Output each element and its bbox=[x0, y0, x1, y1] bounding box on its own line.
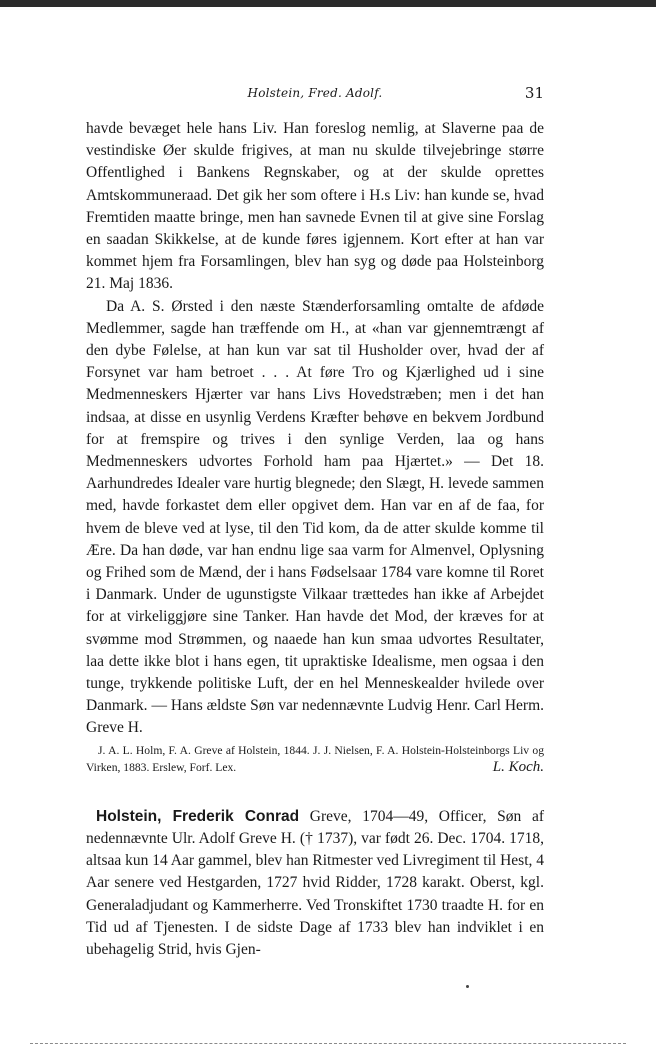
paragraph-continuation: havde bevæget hele hans Liv. Han foreslog nemlig, at Slaverne paa de vestindiske Øer skulde frigives, at man nu skulde tilvejebringe større Offentlighed i Bankens Regnskaber, og at der skulde oprettes Amtskommuneraad. Det gik her som oftere i H.s Liv: han kunde se, hvad Fremtiden maatte bringe, men han savnede Evnen til at give sine Forslag en saadan Skikkelse, at de kunde føres igjennem. Kort efter at han var kommet hjem fra Forsamlingen, blev han syg og døde paa Holsteinborg 21. Maj 1836. bbox=[86, 120, 544, 293]
bottom-scan-rule bbox=[30, 1043, 626, 1044]
author-signature: L. Koch. bbox=[492, 758, 544, 775]
speck-mark bbox=[466, 985, 469, 988]
top-border-rule bbox=[0, 0, 656, 7]
running-head: Holstein, Fred. Adolf. bbox=[247, 86, 383, 100]
entry-frederik-conrad bbox=[86, 806, 544, 961]
paragraph-orsted: Da A. S. Ørsted i den næste Stænderforsamling omtalte de afdøde Medlemmer, sagde han træffende om H., at «han var gjennemtrængt af den dybe Følelse, at han kun var sat til Husholder over, hvad der af Forsynet var ham betroet . . . At føre Tro og Kjærlighed ud i sine Medmenneskers Hjærter var hans Livs Hovedstræben; men i det han indsaa, at disse en usynlig Verdens Kræfter behøve en bekvem Jordbund for at fremspire og trives i den synlige Verden, laa og hans Medmenneskers udvortes Forhold ham paa Hjærtet.» — Det 18. Aarhundredes Idealer vare hurtig blegnede; den Slægt, H. levede sammen med, havde forkastet dem eller opgivet dem. Han var en af de faa, for hvem de bleve ved at lyse, til den Tid kom, da de atter skulde komme til Ære. Da han døde, var han endnu lige saa varm for Almenvel, Oplysning og Frihed som de Mænd, der i hans Fødselsaar 1784 vare komne til Roret i Danmark. Under de ugunstigste Vilkaar trættedes han ikke af Arbejdet for at virkeliggjøre sine Tanker. Han havde det Mod, der kræves for at svømme mod Strømmen, og naaede han kun smaa udvortes Resultater, laa dette ikke blot i hans egen, tit upraktiske Idealisme, men ogsaa i den tunge, trykkende politiske Luft, der en hel Menneskealder hvilede over Danmark. — Hans ældste Søn var nedennævnte Ludvig Henr. Carl Herm. Greve H. bbox=[86, 297, 544, 737]
entry-text: Greve, 1704—49, Officer, Søn af nedennævnte Ulr. Adolf Greve H. († 1737), var født 26. Dec. 1704. 1718, altsaa kun 14 Aar gammel, blev han Ritmester ved Livregiment til Hest, 4 Aar senere ved Hestgarden, 1727 hvid Ridder, 1728 karakt. Oberst, kgl. Generaladjudant og Kammerherre. Ved Tronskiftet 1730 traadte H. for en Tid ud af Tjenesten. I de sidste Dage af 1733 blev han indviklet i en ubehagelig Strid, hvis Gjen- bbox=[86, 807, 544, 958]
references-text: J. A. L. Holm, F. A. Greve af Holstein, 1844. J. J. Nielsen, F. A. Holstein-Holsteinborgs Liv og Virken, 1883. Erslew, Forf. Lex. bbox=[86, 743, 544, 774]
article-body bbox=[86, 118, 544, 961]
references bbox=[86, 742, 544, 776]
entry-headword: Holstein, Frederik Conrad bbox=[96, 807, 300, 825]
page-header bbox=[86, 84, 544, 108]
page-number: 31 bbox=[524, 84, 544, 102]
